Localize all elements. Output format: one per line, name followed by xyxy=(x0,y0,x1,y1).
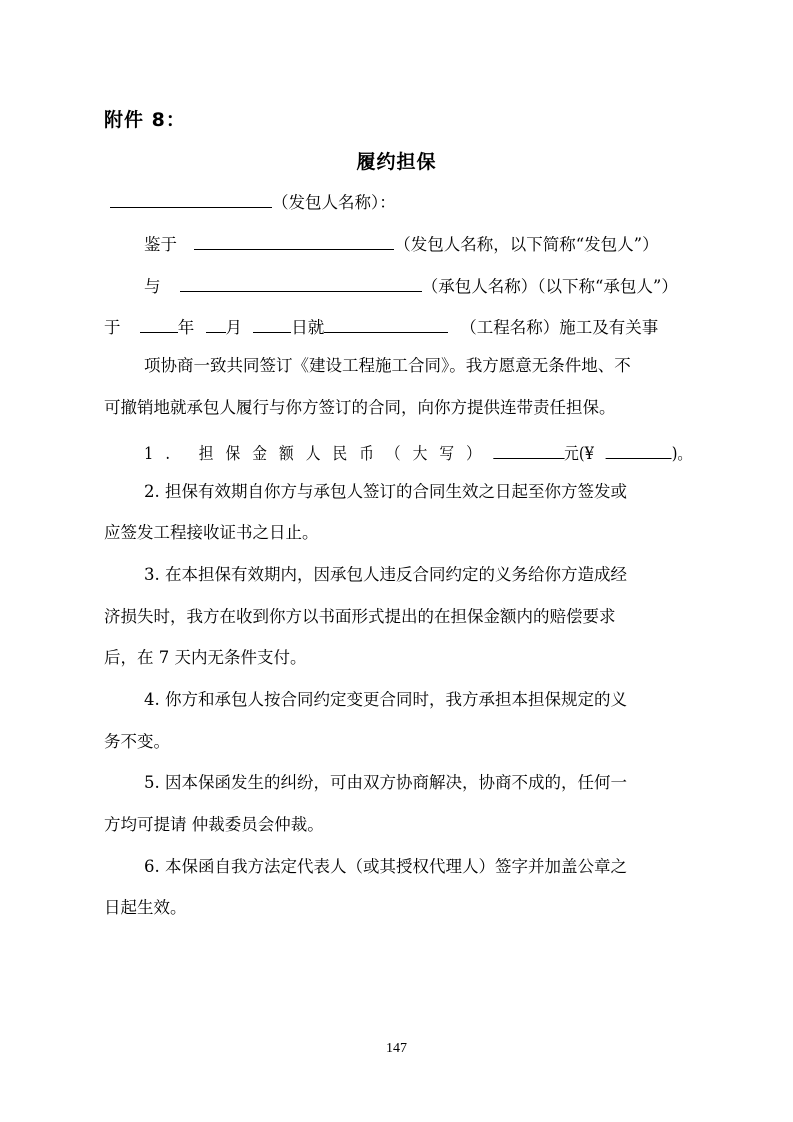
addressee-line xyxy=(110,189,396,213)
date-line xyxy=(104,314,658,338)
item-2-line-1: 2. 担保有效期自你方与承包人签订的合同生效之日起至你方签发或 xyxy=(144,482,627,501)
intro-line-3: 可撤销地就承包人履行与你方签订的合同，向你方提供连带责任担保。 xyxy=(104,398,616,417)
item-1-lead: 1. 担保金额人民币（大写） xyxy=(144,444,493,463)
day-blank[interactable] xyxy=(253,314,291,333)
item-1-yuan: 元(¥ xyxy=(564,444,594,463)
item-3-line-2: 济损失时，我方在收到你方以书面形式提出的在担保金额内的赔偿要求 xyxy=(104,607,616,626)
item-2-line-2: 应签发工程接收证书之日止。 xyxy=(104,523,319,542)
contractor-lead: 与 xyxy=(144,277,161,296)
date-year-label: 年 xyxy=(177,318,195,337)
item-6-line-1: 6. 本保函自我方法定代表人（或其授权代理人）签字并加盖公章之 xyxy=(144,857,627,876)
whereas-lead: 鉴于 xyxy=(144,235,177,254)
date-yu: 于 xyxy=(104,318,121,337)
item-3-line-1: 3. 在本担保有效期内，因承包人违反合同约定的义务给你方造成经 xyxy=(144,565,627,584)
whereas-line xyxy=(144,231,659,255)
item-3-line-3: 后，在 7 天内无条件支付。 xyxy=(104,648,307,667)
document-title: 履约担保 xyxy=(356,151,437,173)
date-day-label: 日就 xyxy=(291,318,325,337)
item-1-end: )。 xyxy=(671,444,693,463)
item-5-line-2: 方均可提请 仲裁委员会仲裁。 xyxy=(104,815,324,834)
item-4-line-1: 4. 你方和承包人按合同约定变更合同时，我方承担本担保规定的义 xyxy=(144,690,627,709)
project-name-blank[interactable] xyxy=(324,314,448,333)
employer-name-blank[interactable] xyxy=(110,189,272,208)
year-blank[interactable] xyxy=(140,314,178,333)
item-4-line-2: 务不变。 xyxy=(104,732,170,751)
month-blank[interactable] xyxy=(206,314,226,333)
date-suffix: （工程名称）施工及有关事 xyxy=(460,318,659,337)
contractor-suffix: （承包人名称）（以下称“承包人”） xyxy=(421,277,678,296)
contractor-name-blank[interactable] xyxy=(180,273,422,292)
item-1-line xyxy=(144,440,692,464)
amount-words-blank[interactable] xyxy=(493,440,564,459)
employer-name-blank-2[interactable] xyxy=(194,231,394,250)
annex-label: 附件 8： xyxy=(104,109,186,131)
page-number: 147 xyxy=(386,1041,407,1056)
whereas-suffix: （发包人名称，以下简称“发包人”） xyxy=(394,235,659,254)
item-5-line-1: 5. 因本保函发生的纠纷，可由双方协商解决，协商不成的，任何一 xyxy=(144,773,627,792)
amount-figures-blank[interactable] xyxy=(606,440,672,459)
contractor-line xyxy=(144,273,678,297)
intro-line-2: 项协商一致共同签订《建设工程施工合同》。我方愿意无条件地、不 xyxy=(144,356,631,375)
item-6-line-2: 日起生效。 xyxy=(104,898,187,917)
date-month-label: 月 xyxy=(225,318,242,337)
addressee-suffix: （发包人名称）： xyxy=(272,193,396,212)
